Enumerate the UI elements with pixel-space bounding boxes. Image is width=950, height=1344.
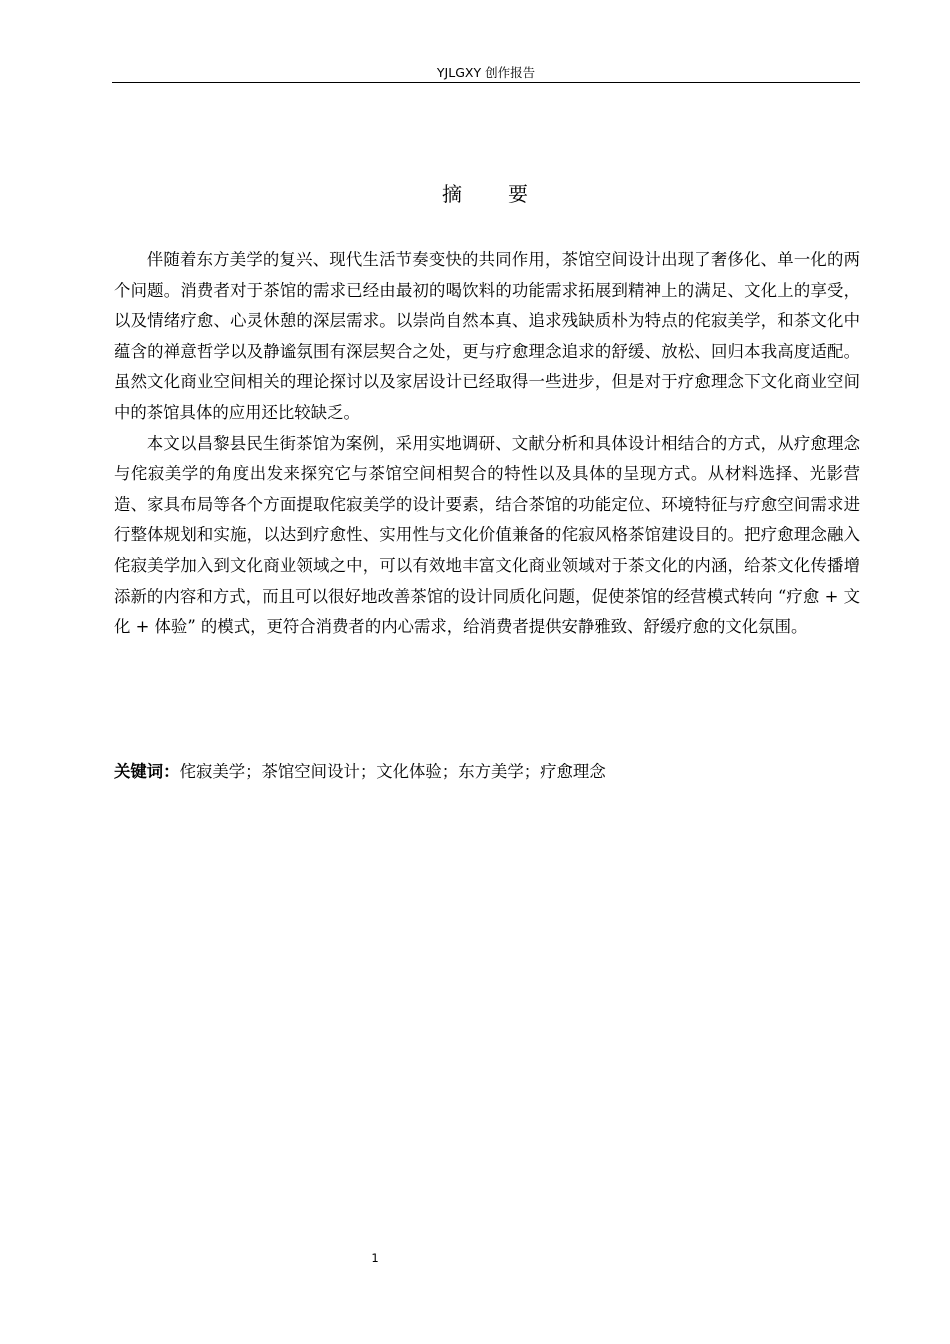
- abstract-paragraph-1: 伴随着东方美学的复兴、现代生活节奏变快的共同作用，茶馆空间设计出现了奢侈化、单一化的两个问题。消费者对于茶馆的需求已经由最初的喝饮料的功能需求拓展到精神上的满足、文化上的享受，以及情绪疗愈、心灵休憩的深层需求。以崇尚自然本真、追求残缺质朴为特点的侘寂美学，和茶文化中蕴含的禅意哲学以及静谧氛围有深层契合之处，更与疗愈理念追求的舒缓、放松、回归本我高度适配。虽然文化商业空间相关的理论探讨以及家居设计已经取得一些进步，但是对于疗愈理念下文化商业空间中的茶馆具体的应用还比较缺乏。: [114, 250, 860, 422]
- keywords-line: [114, 758, 860, 786]
- abstract-title-char-2: 要: [508, 182, 530, 206]
- abstract-paragraph-2: 本文以昌黎县民生街茶馆为案例，采用实地调研、文献分析和具体设计相结合的方式，从疗愈理念与侘寂美学的角度出发来探究它与茶馆空间相契合的特性以及具体的呈现方式。从材料选择、光影营造、家具布局等各个方面提取侘寂美学的设计要素，结合茶馆的功能定位、环境特征与疗愈空间需求进行整体规划和实施，以达到疗愈性、实用性与文化价值兼备的侘寂风格茶馆建设目的。把疗愈理念融入侘寂美学加入到文化商业领域之中，可以有效地丰富文化商业领域对于茶文化的内涵，给茶文化传播增添新的内容和方式，而且可以很好地改善茶馆的设计同质化问题，促使茶馆的经营模式转向 “疗愈 + 文化 + 体验” 的模式，更符合消费者的内心需求，给消费者提供安静雅致、舒缓疗愈的文化氛围。: [114, 433, 860, 637]
- abstract-body: [114, 245, 860, 643]
- abstract-title: [112, 178, 860, 210]
- running-header: YJLGXY 创作报告: [436, 65, 536, 80]
- page-number: 1: [371, 1251, 379, 1265]
- keywords-value: 侘寂美学；茶馆空间设计；文化体验；东方美学；疗愈理念: [179, 762, 606, 781]
- header-rule: [112, 82, 860, 83]
- keywords-label: 关键词：: [114, 762, 180, 781]
- abstract-title-char-1: 摘: [442, 182, 464, 206]
